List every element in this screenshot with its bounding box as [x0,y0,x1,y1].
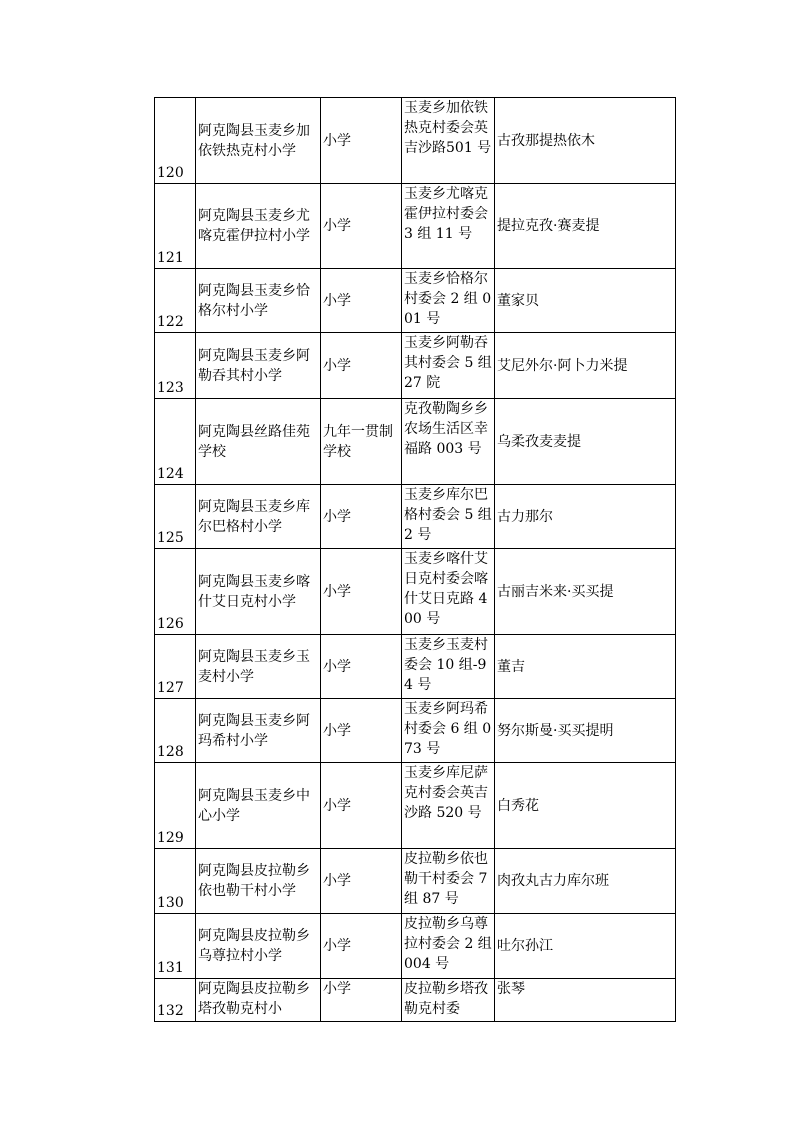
school-name: 阿克陶县玉麦乡中心小学 [196,763,321,849]
table-row [155,914,676,979]
school-address: 玉麦乡喀什艾日克村委会喀什艾日克路 400 号 [402,549,495,635]
school-name: 阿克陶县玉麦乡库尔巴格村小学 [196,485,321,549]
table-row [155,979,676,1022]
table-row [155,269,676,333]
table-row [155,849,676,914]
table-row [155,699,676,763]
school-name: 阿克陶县皮拉勒乡塔孜勒克村小 [196,979,321,1022]
row-number: 132 [155,979,196,1022]
school-address: 玉麦乡库尼萨克村委会英吉沙路 520 号 [402,763,495,849]
school-address: 克孜勒陶乡乡农场生活区幸福路 003 号 [402,399,495,485]
school-name: 阿克陶县玉麦乡恰格尔村小学 [196,269,321,333]
school-type: 小学 [321,699,402,763]
school-address: 玉麦乡阿玛希村委会 6 组 073 号 [402,699,495,763]
school-name: 阿克陶县玉麦乡阿玛希村小学 [196,699,321,763]
row-number: 120 [155,98,196,184]
row-number: 121 [155,184,196,269]
school-type: 小学 [321,763,402,849]
table-row [155,763,676,849]
row-number: 123 [155,333,196,399]
school-name: 阿克陶县玉麦乡玉麦村小学 [196,635,321,699]
row-number: 125 [155,485,196,549]
school-address: 玉麦乡库尔巴格村委会 5 组 2 号 [402,485,495,549]
school-type: 小学 [321,184,402,269]
school-address: 皮拉勒乡塔孜勒克村委 [402,979,495,1022]
principal-name: 吐尔孙江 [495,914,676,979]
table-row [155,549,676,635]
school-name: 阿克陶县丝路佳苑学校 [196,399,321,485]
principal-name: 古力那尔 [495,485,676,549]
row-number: 128 [155,699,196,763]
school-type: 九年一贯制学校 [321,399,402,485]
table-row [155,333,676,399]
school-name: 阿克陶县皮拉勒乡乌尊拉村小学 [196,914,321,979]
principal-name: 古丽吉米来·买买提 [495,549,676,635]
school-type: 小学 [321,979,402,1022]
school-name: 阿克陶县玉麦乡尤喀克霍伊拉村小学 [196,184,321,269]
school-address: 皮拉勒乡乌尊拉村委会 2 组 004 号 [402,914,495,979]
table-row [155,98,676,184]
school-type: 小学 [321,485,402,549]
principal-name: 艾尼外尔·阿卜力米提 [495,333,676,399]
table-row [155,485,676,549]
row-number: 130 [155,849,196,914]
row-number: 127 [155,635,196,699]
table-row [155,635,676,699]
school-address: 玉麦乡加依铁热克村委会英吉沙路501 号 [402,98,495,184]
school-address: 玉麦乡阿勒吞其村委会 5 组 27 院 [402,333,495,399]
school-name: 阿克陶县玉麦乡加依铁热克村小学 [196,98,321,184]
principal-name: 提拉克孜·赛麦提 [495,184,676,269]
table-row [155,399,676,485]
school-address: 玉麦乡玉麦村委会 10 组-94 号 [402,635,495,699]
school-table [154,97,676,1022]
row-number: 131 [155,914,196,979]
school-type: 小学 [321,549,402,635]
school-name: 阿克陶县皮拉勒乡依也勒干村小学 [196,849,321,914]
row-number: 126 [155,549,196,635]
principal-name: 肉孜丸古力库尔班 [495,849,676,914]
principal-name: 董家贝 [495,269,676,333]
principal-name: 努尔斯曼·买买提明 [495,699,676,763]
row-number: 129 [155,763,196,849]
school-address: 玉麦乡尤喀克霍伊拉村委会 3 组 11 号 [402,184,495,269]
row-number: 122 [155,269,196,333]
school-type: 小学 [321,98,402,184]
school-type: 小学 [321,635,402,699]
row-number: 124 [155,399,196,485]
school-type: 小学 [321,333,402,399]
school-type: 小学 [321,849,402,914]
principal-name: 张琴 [495,979,676,1022]
principal-name: 董吉 [495,635,676,699]
school-address: 皮拉勒乡依也勒干村委会 7 组 87 号 [402,849,495,914]
school-name: 阿克陶县玉麦乡喀什艾日克村小学 [196,549,321,635]
school-address: 玉麦乡恰格尔村委会 2 组 001 号 [402,269,495,333]
table-row [155,184,676,269]
school-table-body [155,98,676,1022]
school-name: 阿克陶县玉麦乡阿勒吞其村小学 [196,333,321,399]
principal-name: 乌柔孜麦麦提 [495,399,676,485]
principal-name: 古孜那提热依木 [495,98,676,184]
school-type: 小学 [321,269,402,333]
school-type: 小学 [321,914,402,979]
principal-name: 白秀花 [495,763,676,849]
